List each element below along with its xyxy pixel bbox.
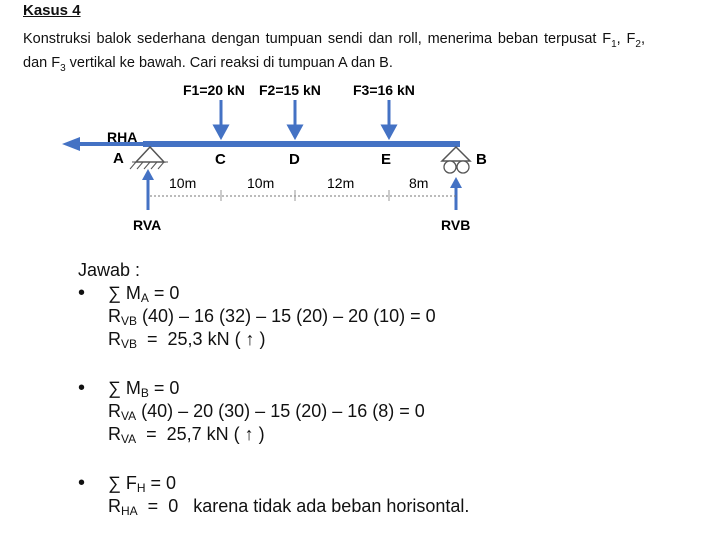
point-label-e: E bbox=[381, 151, 392, 168]
span-label-ac: 10m bbox=[169, 175, 197, 191]
answer-heading: Jawab : bbox=[78, 260, 141, 280]
problem-statement: Konstruksi balok sederhana dengan tumpuan sendi dan roll, menerima beban terpusat $F_1$, $F_2$, dan $F_3$ vertikal ke bawah. Cari reaksi di tumpuan A dan B. bbox=[23, 31, 645, 74]
result-rvb: RVB = 25,3 kN ( ↑ ) bbox=[108, 329, 266, 351]
rva-arrowhead bbox=[142, 169, 154, 180]
equation-sum-mb: ∑ MB = 0 bbox=[108, 378, 180, 400]
span-label-eb: 8m bbox=[409, 175, 429, 191]
bullet-icon: • bbox=[78, 282, 86, 304]
rvb-arrowhead bbox=[450, 177, 462, 188]
force-label-f2: F2=15 kN bbox=[259, 82, 321, 98]
rha-label: RHA bbox=[107, 129, 138, 145]
beam-diagram bbox=[0, 70, 720, 240]
result-rha: RHA = 0 karena tidak ada beban horisontal. bbox=[108, 496, 470, 518]
point-label-c: C bbox=[215, 151, 226, 168]
roller-wheel-left bbox=[444, 161, 456, 173]
force-label-f1: F1=20 kN bbox=[183, 82, 245, 98]
equation-sum-ma: ∑ MA = 0 bbox=[108, 283, 180, 305]
horizontal-force-step bbox=[78, 473, 469, 519]
answer-section bbox=[78, 260, 469, 519]
force-arrowhead-f2 bbox=[289, 126, 301, 137]
roller-support-b bbox=[442, 147, 470, 161]
point-label-b: B bbox=[476, 151, 487, 168]
bullet-icon: • bbox=[78, 472, 86, 494]
rvb-label: RVB bbox=[441, 217, 471, 233]
equation-rva-expanded: RVA (40) – 20 (30) – 15 (20) – 16 (8) = 0 bbox=[108, 401, 425, 423]
force-arrowhead-f1 bbox=[215, 126, 227, 137]
beam bbox=[143, 141, 460, 147]
bullet-icon: • bbox=[78, 377, 86, 399]
result-rva: RVA = 25,7 kN ( ↑ ) bbox=[108, 424, 265, 446]
case-title: Kasus 4 bbox=[23, 2, 81, 19]
force-arrowhead-f3 bbox=[383, 126, 395, 137]
moment-b-step bbox=[78, 378, 469, 447]
moment-a-step bbox=[78, 283, 469, 352]
force-label-f3: F3=16 kN bbox=[353, 82, 415, 98]
span-label-cd: 10m bbox=[247, 175, 275, 191]
span-label-de: 12m bbox=[327, 175, 355, 191]
point-label-a: A bbox=[113, 150, 124, 167]
rva-label: RVA bbox=[133, 217, 162, 233]
equation-rvb-expanded: RVB (40) – 16 (32) – 15 (20) – 20 (10) = 0 bbox=[108, 306, 436, 328]
pin-support-a bbox=[136, 147, 164, 162]
point-label-d: D bbox=[289, 151, 300, 168]
rha-arrowhead bbox=[62, 137, 80, 151]
equation-sum-fh: ∑ FH = 0 bbox=[108, 473, 177, 495]
ground-hatch-a bbox=[130, 162, 168, 169]
roller-wheel-right bbox=[457, 161, 469, 173]
